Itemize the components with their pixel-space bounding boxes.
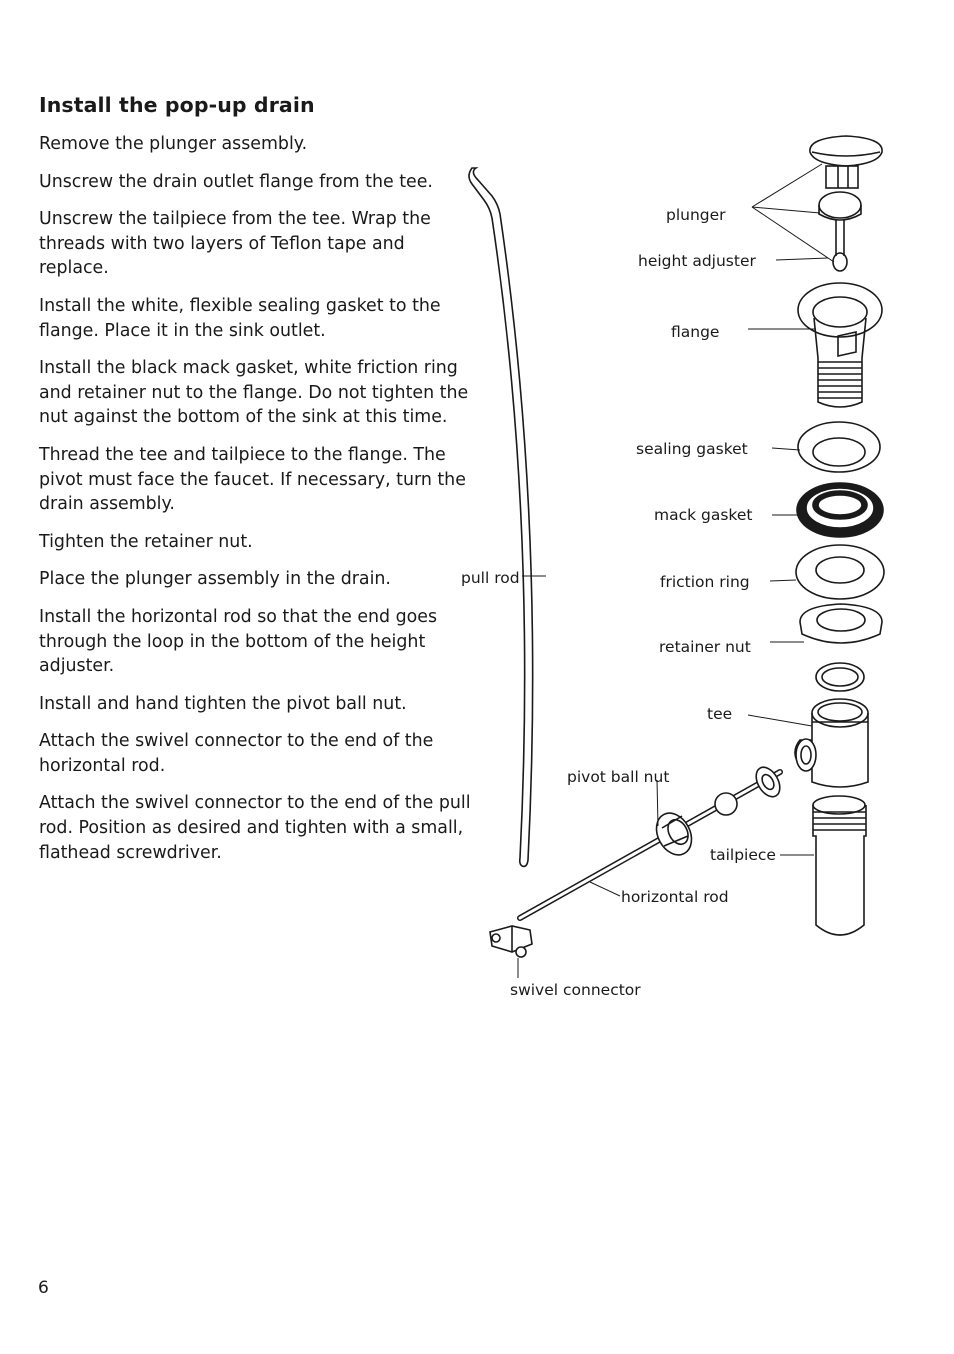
- instruction-step: Thread the tee and tailpiece to the flange. The pivot must face the faucet. If necessary, turn the drain assembly.: [39, 444, 466, 515]
- label-tailpiece: tailpiece: [710, 846, 776, 864]
- instruction-step: Attach the swivel connector to the end of the pull rod. Position as desired and tighten with a small, flathead screwdriver.: [39, 793, 471, 863]
- instruction-step: Install the white, flexible sealing gasket to the flange. Place it in the sink outlet.: [39, 295, 441, 341]
- label-pivot-ball-nut: pivot ball nut: [567, 768, 670, 786]
- pivot-ball-nut-part: [650, 807, 699, 861]
- instruction-step: Remove the plunger assembly.: [39, 134, 308, 154]
- pull-rod: [469, 168, 533, 866]
- instruction-step: Tighten the retainer nut.: [39, 531, 253, 552]
- instruction-step: Unscrew the drain outlet flange from the tee.: [39, 171, 433, 192]
- section-heading: Install the pop-up drain: [39, 93, 315, 117]
- instruction-step: Install and hand tighten the pivot ball nut.: [39, 693, 407, 714]
- instruction-step: Install the black mack gasket, white friction ring and retainer nut to the flange. Do not tighten the nut against the bottom of the sink at this time.: [39, 358, 469, 428]
- tailpiece-part: [813, 796, 866, 935]
- label-flange: flange: [671, 323, 720, 341]
- retainer-nut-part: [800, 604, 882, 643]
- instruction-step: Place the plunger assembly in the drain.: [39, 569, 391, 590]
- friction-ring-part: [796, 545, 884, 599]
- label-tee: tee: [707, 705, 733, 723]
- tee-part: [795, 699, 868, 787]
- flange-part: [798, 283, 882, 407]
- label-pull-rod: pull rod: [461, 569, 520, 587]
- label-mack-gasket: mack gasket: [654, 506, 753, 524]
- instruction-step: Unscrew the tailpiece from the tee. Wrap the threads with two layers of Teflon tape and replace.: [39, 209, 431, 279]
- label-plunger: plunger: [666, 206, 726, 224]
- instruction-step: Attach the swivel connector to the end of the horizontal rod.: [39, 731, 434, 776]
- label-retainer-nut: retainer nut: [659, 638, 751, 656]
- leader-lines: [518, 164, 834, 978]
- label-horizontal-rod: horizontal rod: [621, 888, 729, 906]
- plunger-part: [810, 136, 882, 271]
- mack-gasket-part: [797, 483, 883, 537]
- swivel-connector-part: [490, 926, 532, 957]
- label-sealing-gasket: sealing gasket: [636, 440, 748, 458]
- label-swivel-connector: swivel connector: [510, 981, 641, 999]
- instruction-step: Install the horizontal rod so that the end goes through the loop in the bottom of the height adjuster.: [39, 606, 438, 677]
- page-number: 6: [38, 1278, 49, 1298]
- label-height-adjuster: height adjuster: [638, 252, 756, 270]
- label-friction-ring: friction ring: [660, 573, 750, 591]
- sealing-gasket-part: [798, 422, 880, 472]
